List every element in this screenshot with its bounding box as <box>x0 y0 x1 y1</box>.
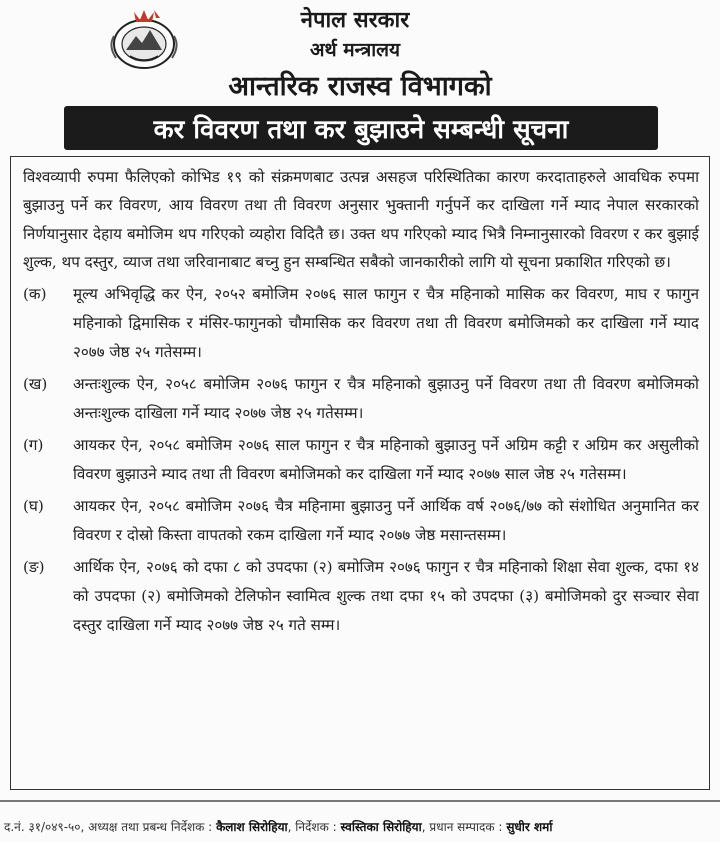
government-name: नेपाल सरकार <box>300 8 410 33</box>
list-item-ka <box>23 280 699 367</box>
footer-registration: द.नं. ३१/०४९-५०, अध्यक्ष तथा प्रबन्ध निर्देशक : <box>4 820 213 834</box>
notice-title-banner <box>64 106 658 150</box>
department-name: आन्तरिक राजस्व विभागको <box>228 71 492 102</box>
ministry-name: अर्थ मन्त्रालय <box>309 39 401 61</box>
list-item-text: आर्थिक ऐन, २०७६ को दफा ८ को उपदफा (२) बमोजिम २०७६ फागुन र चैत्र महिनाको शिक्षा सेवा शुल्क, दफा १४ को उपदफा (२) बमोजिमको टेलिफोन स्वामित्व शुल्क तथा दफा १५ को उपदफा (३) बमोजिमको दुर सञ्चार सेवा दस्तुर दाखिला गर्ने म्याद २०७७ जेष्ठ २५ गते सम्म। <box>73 557 699 634</box>
list-item-text: आयकर ऐन, २०५८ बमोजिम २०७६ चैत्र महिनामा बुझाउनु पर्ने आर्थिक वर्ष २०७६/७७ को संशोधित अनुमानित कर विवरण र दोस्रो किस्ता वापतको रकम दाखिला गर्ने म्याद २०७७ जेष्ठ मसान्तसम्म। <box>73 496 699 544</box>
footer-divider <box>0 800 720 802</box>
notice-body <box>10 156 710 790</box>
list-item-label: (घ) <box>23 496 44 515</box>
list-item-label: (ङ) <box>23 557 45 576</box>
nepal-government-emblem-icon <box>104 6 184 72</box>
list-item-label: (क) <box>23 284 47 303</box>
list-item-label: (ख) <box>23 374 48 393</box>
list-item-kha <box>23 370 699 428</box>
notice-title: कर विवरण तथा कर बुझाउने सम्बन्धी सूचना <box>153 115 569 145</box>
publisher-footer <box>0 818 720 840</box>
list-item-text: अन्तःशुल्क ऐन, २०५८ बमोजिम २०७६ फागुन र चैत्र महिनाको बुझाउनु पर्ने विवरण तथा ती विवरण बमोजिमको अन्तःशुल्क दाखिला गर्ने म्याद २०७७ जेष्ठ २५ गतेसम्म। <box>73 374 699 422</box>
intro-paragraph: विश्वव्यापी रुपमा फैलिएको कोभिड १९ को संक्रमणबाट उत्पन्न असहज परिस्थितिका कारण करदाताहरुले आवधिक रुपमा बुझाउनु पर्ने कर विवरण, आय विवरण तथा ती विवरण अनुसार भुक्तानी गर्नुपर्ने कर दाखिला गर्ने म्याद नेपाल सरकारको निर्णयानुसार देहाय बमोजिम थप गरिएको व्यहोरा विदितै छ। उक्त थप गरिएको म्याद भित्रै निम्नानुसारको विवरण र कर बुझाई शुल्क, थप दस्तुर, व्याज तथा जरिवानाबाट बच्नु हुन सम्बन्धित सबैको जानकारीको लागि यो सूचना प्रकाशित गरिएको छ। <box>23 168 699 272</box>
list-item-label: (ग) <box>23 435 44 454</box>
footer-chairman: कैलाश सिरोहिया <box>216 820 288 834</box>
list-item-gha <box>23 492 699 550</box>
footer-director-label: , निर्देशक : <box>287 820 337 834</box>
footer-director: स्वस्तिका सिरोहिया <box>340 820 422 834</box>
footer-editor-label: , प्रधान सम्पादक : <box>421 820 503 834</box>
notice-header <box>0 0 720 100</box>
footer-editor: सुधीर शर्मा <box>506 820 553 834</box>
list-item-text: आयकर ऐन, २०५८ बमोजिम २०७६ साल फागुन र चैत्र महिनाको बुझाउनु पर्ने अग्रिम कट्टी र अग्रिम कर असुलीको विवरण बुझाउने म्याद तथा ती विवरण बमोजिमको कर दाखिला गर्ने म्याद २०७७ साल जेष्ठ २५ गतेसम्म। <box>73 435 699 483</box>
list-item-text: मूल्य अभिवृद्धि कर ऐन, २०५२ बमोजिम २०७६ साल फागुन र चैत्र महिनाको मासिक कर विवरण, माघ र फागुन महिनाको द्विमासिक र मंसिर-फागुनको चौमासिक कर विवरण तथा ती विवरण बमोजिमको कर दाखिला गर्ने म्याद २०७७ जेष्ठ २५ गतेसम्म। <box>73 284 699 361</box>
list-item-nga <box>23 553 699 640</box>
list-item-ga <box>23 431 699 489</box>
